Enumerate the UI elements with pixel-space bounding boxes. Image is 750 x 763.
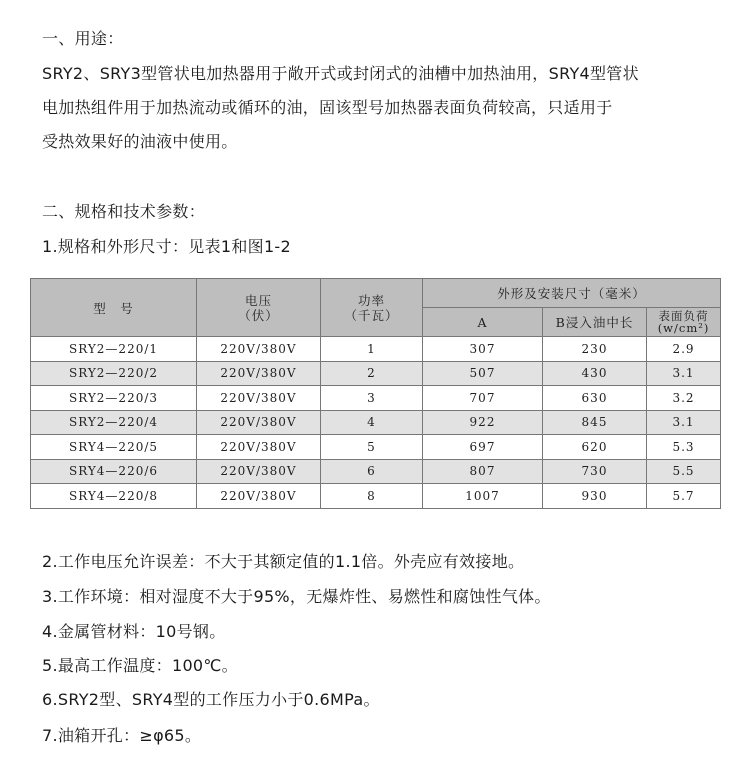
header-dim-a: A bbox=[423, 308, 543, 337]
cell-load: 5.7 bbox=[647, 484, 721, 509]
table-row bbox=[31, 386, 721, 411]
header-dim-b: B浸入油中长 bbox=[543, 308, 647, 337]
cell-b: 230 bbox=[543, 337, 647, 362]
cell-model: SRY4—220/5 bbox=[31, 435, 197, 460]
cell-load: 5.5 bbox=[647, 459, 721, 484]
cell-b: 430 bbox=[543, 361, 647, 386]
usage-line-2: 电加热组件用于加热流动或循环的油，固该型号加热器表面负荷较高，只适用于 bbox=[42, 98, 613, 117]
header-voltage-unit: （伏） bbox=[238, 307, 279, 323]
header-power bbox=[321, 279, 423, 337]
cell-b: 845 bbox=[543, 410, 647, 435]
spec-item-1: 1.规格和外形尺寸：见表1和图1-2 bbox=[42, 237, 291, 256]
cell-load: 3.2 bbox=[647, 386, 721, 411]
cell-model: SRY4—220/6 bbox=[31, 459, 197, 484]
spec-item-7: 7.油箱开孔：≥φ65。 bbox=[42, 726, 202, 745]
header-power-unit: （千瓦） bbox=[344, 307, 399, 323]
cell-power: 3 bbox=[321, 386, 423, 411]
usage-line-3: 受热效果好的油液中使用。 bbox=[42, 132, 238, 151]
usage-line-1: SRY2、SRY3型管状电加热器用于敞开式或封闭式的油槽中加热油用，SRY4型管状 bbox=[42, 64, 639, 83]
cell-power: 1 bbox=[321, 337, 423, 362]
header-voltage-label: 电压 bbox=[244, 292, 272, 308]
header-surface-load bbox=[647, 308, 721, 337]
cell-load: 5.3 bbox=[647, 435, 721, 460]
spec-item-2: 2.工作电压允许误差：不大于其额定值的1.1倍。外壳应有效接地。 bbox=[42, 552, 525, 571]
cell-a: 1007 bbox=[423, 484, 543, 509]
table-row bbox=[31, 361, 721, 386]
cell-power: 8 bbox=[321, 484, 423, 509]
cell-voltage: 220V/380V bbox=[197, 484, 321, 509]
cell-power: 5 bbox=[321, 435, 423, 460]
table-row bbox=[31, 337, 721, 362]
cell-b: 620 bbox=[543, 435, 647, 460]
cell-model: SRY4—220/8 bbox=[31, 484, 197, 509]
cell-voltage: 220V/380V bbox=[197, 337, 321, 362]
section-heading-specs: 二、规格和技术参数： bbox=[42, 202, 206, 221]
cell-voltage: 220V/380V bbox=[197, 386, 321, 411]
header-dimensions-group: 外形及安装尺寸（毫米） bbox=[423, 279, 721, 308]
cell-a: 922 bbox=[423, 410, 543, 435]
cell-a: 507 bbox=[423, 361, 543, 386]
spec-item-5: 5.最高工作温度：100℃。 bbox=[42, 656, 238, 675]
spec-item-6: 6.SRY2型、SRY4型的工作压力小于0.6MPa。 bbox=[42, 690, 380, 709]
spec-item-4: 4.金属管材料：10号钢。 bbox=[42, 622, 226, 641]
cell-power: 2 bbox=[321, 361, 423, 386]
cell-a: 307 bbox=[423, 337, 543, 362]
cell-model: SRY2—220/1 bbox=[31, 337, 197, 362]
header-load-label: 表面负荷 bbox=[658, 309, 709, 323]
spec-table bbox=[30, 278, 721, 509]
header-power-label: 功率 bbox=[357, 292, 385, 308]
table-row bbox=[31, 459, 721, 484]
cell-voltage: 220V/380V bbox=[197, 459, 321, 484]
header-load-unit: (w/cm²) bbox=[657, 321, 710, 335]
table-row bbox=[31, 410, 721, 435]
cell-a: 697 bbox=[423, 435, 543, 460]
cell-a: 807 bbox=[423, 459, 543, 484]
cell-voltage: 220V/380V bbox=[197, 410, 321, 435]
cell-voltage: 220V/380V bbox=[197, 435, 321, 460]
header-model: 型 号 bbox=[31, 279, 197, 337]
header-voltage bbox=[197, 279, 321, 337]
spec-item-3: 3.工作环境：相对湿度不大于95%，无爆炸性、易燃性和腐蚀性气体。 bbox=[42, 587, 551, 606]
table-row bbox=[31, 484, 721, 509]
cell-b: 930 bbox=[543, 484, 647, 509]
cell-load: 3.1 bbox=[647, 361, 721, 386]
cell-a: 707 bbox=[423, 386, 543, 411]
cell-b: 630 bbox=[543, 386, 647, 411]
cell-b: 730 bbox=[543, 459, 647, 484]
cell-model: SRY2—220/3 bbox=[31, 386, 197, 411]
cell-power: 6 bbox=[321, 459, 423, 484]
cell-load: 3.1 bbox=[647, 410, 721, 435]
cell-voltage: 220V/380V bbox=[197, 361, 321, 386]
cell-power: 4 bbox=[321, 410, 423, 435]
table-row bbox=[31, 435, 721, 460]
cell-model: SRY2—220/4 bbox=[31, 410, 197, 435]
cell-load: 2.9 bbox=[647, 337, 721, 362]
section-heading-usage: 一、用途： bbox=[42, 29, 124, 48]
cell-model: SRY2—220/2 bbox=[31, 361, 197, 386]
